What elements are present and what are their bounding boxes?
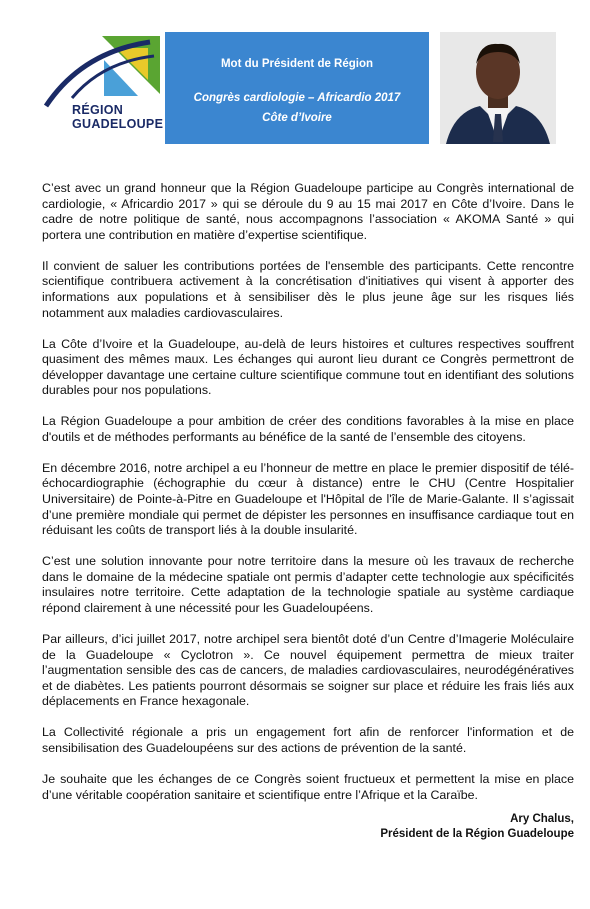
paragraph: Par ailleurs, d’ici juillet 2017, notre archipel sera bientôt doté d’un Centre d’Imagerie Moléculaire de la Guadeloupe « Cyclotron ». Ce nouvel équipement permettra de mieux traiter l’augmentation sensible des cas de cancers, de maladies cardiovasculaires, neurodégénératives et de diabètes. Les patients pourront désormais se soigner sur place et réduire les frais liés aux déplacements en France hexagonale. [42,632,574,709]
paragraph: La Côte d’Ivoire et la Guadeloupe, au-delà de leurs histoires et cultures respectives souffrent quasiment des mêmes maux. Les échanges qui auront lieu durant ce Congrès permettront de développer davantage une certaine culture scientifique commune tout en identifiant des solutions durables pour nos populations. [42,336,574,398]
paragraph: Il convient de saluer les contributions portées de l'ensemble des participants. Cette rencontre scientifique contribuera activement à la concrétisation d'initiatives qui visent à apporter des informations aux populations et à sensibiliser dès le plus jeune âge sur les risques liés notamment aux maladies cardiovasculaires. [42,258,574,320]
banner-subtitle: Congrès cardiologie – Africardio 2017 [193,92,401,104]
logo-line-2: GUADELOUPE [72,117,164,131]
paragraph: C’est avec un grand honneur que la Région Guadeloupe participe au Congrès international de cardiologie, « Africardio 2017 » qui se déroule du 9 au 15 mai 2017 en Côte d’Ivoire. Dans le cadre de notre politique de santé, nous accompagnons l’association « AKOMA Santé » qui portera une contribution en matière d’expertise scientifique. [42,181,574,242]
paragraph: C’est une solution innovante pour notre territoire dans la mesure où les travaux de recherche dans le domaine de la médecine spatiale ont permis d’adapter cette technologie aux spécificités insulaires notre territoire. Cette adaptation de la technologie spatiale au système cardiaque répond clairement à une nécessité pour les Guadeloupéens. [42,554,574,616]
signature-title: Président de la Région Guadeloupe [380,828,574,840]
logo-line-1: RÉGION [72,103,124,117]
title-banner [165,32,429,144]
logo-text [72,103,163,131]
president-portrait [440,32,556,144]
paragraph: La Collectivité régionale a pris un engagement fort afin de renforcer l'information et de sensibilisation des Guadeloupéens sur des actions de prévention de la santé. [42,725,574,755]
letter-body [42,181,574,819]
header [0,0,590,160]
signature-name: Ary Chalus, [510,813,574,825]
portrait-image [440,32,556,144]
paragraph: Je souhaite que les échanges de ce Congrès soient fructueux et permettent la mise en place d’une véritable coopération sanitaire et scientifique entre l’Afrique et la Caraïbe. [42,771,574,802]
banner-location: Côte d’Ivoire [262,112,332,124]
banner-title: Mot du Président de Région [220,58,374,70]
signature [380,812,574,842]
paragraph: En décembre 2016, notre archipel a eu l’honneur de mettre en place le premier dispositif de télé-échocardiographie (échographie du cœur à distance) entre le CHU (Centre Hospitalier Universitaire) de Pointe-à-Pitre en Guadeloupe et l'Hôpital de l'île de Marie-Galante. Il s’agissait d’une première mondiale qui permet de dépister les personnes en insuffisance cardiaque tout en réduisant les coûts de transport liés à la double insularité. [42,460,574,538]
paragraph: La Région Guadeloupe a pour ambition de créer des conditions favorables à la mise en place d'outils et de méthodes performants au bénéfice de la santé de l’ensemble des citoyens. [42,414,574,444]
